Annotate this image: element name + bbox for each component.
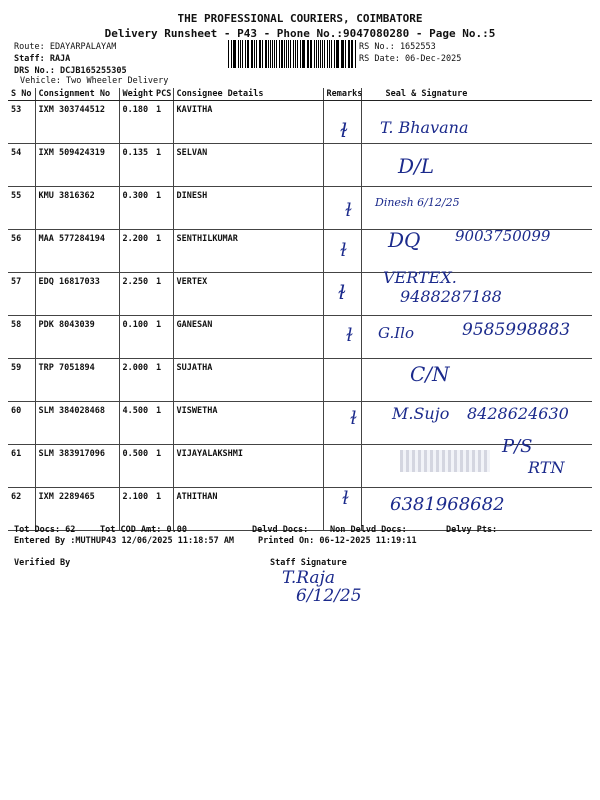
row-consignment: PDK 8043039 xyxy=(35,316,119,359)
row-seal xyxy=(361,144,592,187)
entered-by: Entered By :MUTHUP43 12/06/2025 11:18:57 AM xyxy=(14,536,235,546)
row-pcs: 1 xyxy=(153,445,173,488)
row-pcs: 1 xyxy=(153,144,173,187)
row-pcs: 1 xyxy=(153,273,173,316)
staff-label: Staff: RAJA xyxy=(14,54,71,64)
barcode-bar xyxy=(349,40,350,68)
table-row xyxy=(8,101,592,144)
row-consignee: VIJAYALAKSHMI xyxy=(173,445,323,488)
row-consignment: IXM 509424319 xyxy=(35,144,119,187)
barcode-bar xyxy=(324,40,325,68)
row-weight: 0.135 xyxy=(119,144,153,187)
barcode-bar xyxy=(260,40,261,68)
rs-number: RS No.: 1652553 xyxy=(359,42,436,52)
rs-date: RS Date: 06-Dec-2025 xyxy=(359,54,462,64)
barcode-bar xyxy=(247,40,248,68)
barcode-bar xyxy=(233,40,234,68)
barcode-bar xyxy=(322,40,323,68)
row-weight: 2.100 xyxy=(119,488,153,531)
barcode-bar xyxy=(238,40,239,68)
barcode-bar xyxy=(303,40,304,68)
barcode-bar xyxy=(336,40,337,68)
printed-on: Printed On: 06-12-2025 11:19:11 xyxy=(258,536,417,546)
barcode-bar xyxy=(240,40,241,68)
table-header-row xyxy=(8,88,592,101)
phone-row-58: 9585998883 xyxy=(462,320,571,340)
signature-row-60: M.Sujo xyxy=(392,404,450,423)
phone-row-62: 6381968682 xyxy=(390,494,505,515)
row-sno: 58 xyxy=(8,316,35,359)
row-consignee: SUJATHA xyxy=(173,359,323,402)
row-pcs: 1 xyxy=(153,230,173,273)
barcode-bar xyxy=(302,40,303,68)
barcode-bar xyxy=(286,40,287,68)
route-label: Route: EDAYARPALAYAM xyxy=(14,42,117,52)
runsheet-table xyxy=(8,88,592,531)
signature-row-56: DQ xyxy=(388,228,421,252)
barcode-bar xyxy=(270,40,271,68)
row-sno: 56 xyxy=(8,230,35,273)
table-row xyxy=(8,144,592,187)
table-row xyxy=(8,273,592,316)
barcode-bar xyxy=(310,40,312,68)
barcode-bar xyxy=(228,40,229,68)
drs-number: DRS No.: DCJB165255305 xyxy=(14,66,127,76)
barcode-bar xyxy=(341,40,342,68)
remark-tick: ɫ xyxy=(342,488,349,509)
row-sno: 53 xyxy=(8,101,35,144)
document-subtitle: Delivery Runsheet - P43 - Phone No.:9047080280 - Page No.:5 xyxy=(104,27,496,40)
row-sno: 54 xyxy=(8,144,35,187)
vehicle-label: Vehicle: Two Wheeler Delivery xyxy=(20,76,169,86)
row-sno: 55 xyxy=(8,187,35,230)
row-sno: 62 xyxy=(8,488,35,531)
row-consignee: VERTEX xyxy=(173,273,323,316)
row-remarks xyxy=(323,144,361,187)
barcode-bar xyxy=(268,40,269,68)
barcode-bar xyxy=(297,40,298,68)
barcode-bar xyxy=(290,40,291,68)
col-consignee: Consignee Details xyxy=(173,88,323,101)
barcode-bar xyxy=(259,40,260,68)
row-consignee: ATHITHAN xyxy=(173,488,323,531)
col-pcs: PCS xyxy=(153,88,173,101)
col-consignment: Consignment No xyxy=(35,88,119,101)
row-weight: 2.200 xyxy=(119,230,153,273)
row-sno: 57 xyxy=(8,273,35,316)
row-consignment: IXM 2289465 xyxy=(35,488,119,531)
signature-row-59: C/N xyxy=(410,362,450,386)
barcode xyxy=(228,40,356,68)
phone-row-56: 9003750099 xyxy=(455,227,551,245)
barcode-bar xyxy=(320,40,321,68)
barcode-bar xyxy=(234,40,236,68)
row-remarks xyxy=(323,445,361,488)
barcode-bar xyxy=(265,40,267,68)
barcode-bar xyxy=(279,40,280,68)
col-weight: Weight xyxy=(119,88,153,101)
table-row xyxy=(8,359,592,402)
non-delivered-docs: Non Delvd Docs: xyxy=(330,525,407,535)
row-sno: 59 xyxy=(8,359,35,402)
barcode-bar xyxy=(231,40,232,68)
barcode-bar xyxy=(334,40,335,68)
phone-row-60: 8428624630 xyxy=(467,404,569,423)
row-consignment: EDQ 16817033 xyxy=(35,273,119,316)
barcode-bar xyxy=(307,40,308,68)
barcode-bar xyxy=(355,40,356,68)
barcode-bar xyxy=(281,40,283,68)
row-pcs: 1 xyxy=(153,402,173,445)
col-remarks: Remarks xyxy=(323,88,361,101)
barcode-bar xyxy=(300,40,301,68)
barcode-bar xyxy=(337,40,338,68)
col-seal: Seal & Signature xyxy=(361,88,592,101)
barcode-bar xyxy=(345,40,346,68)
delivered-docs: Delvd Docs: xyxy=(252,525,309,535)
barcode-bar xyxy=(288,40,289,68)
row-pcs: 1 xyxy=(153,316,173,359)
barcode-bar xyxy=(342,40,344,68)
row-weight: 0.180 xyxy=(119,101,153,144)
row-consignment: SLM 383917096 xyxy=(35,445,119,488)
signature-row-61-rtn: RTN xyxy=(528,458,565,477)
col-sno: S No xyxy=(8,88,35,101)
table-row xyxy=(8,187,592,230)
verified-by: Verified By xyxy=(14,558,71,568)
barcode-bar xyxy=(348,40,349,68)
staff-signature: T.Raja xyxy=(282,568,335,588)
total-docs: Tot Docs: 62 xyxy=(14,525,76,535)
row-weight: 4.500 xyxy=(119,402,153,445)
row-consignee: GANESAN xyxy=(173,316,323,359)
row-consignee: KAVITHA xyxy=(173,101,323,144)
barcode-bar xyxy=(308,40,309,68)
row-weight: 0.300 xyxy=(119,187,153,230)
barcode-bar xyxy=(329,40,330,68)
row-pcs: 1 xyxy=(153,359,173,402)
row-sno: 60 xyxy=(8,402,35,445)
row-pcs: 1 xyxy=(153,187,173,230)
row-remarks xyxy=(323,187,361,230)
remark-tick: ɫ xyxy=(350,408,357,429)
signature-row-57: VERTEX. xyxy=(383,268,457,287)
barcode-bar xyxy=(254,40,255,68)
delivery-points: Delvy Pts: xyxy=(446,525,498,535)
document-title: THE PROFESSIONAL COURIERS, COIMBATORE xyxy=(177,12,423,25)
remark-tick: ɫ xyxy=(338,280,346,304)
barcode-bar xyxy=(314,40,315,68)
row-consignment: IXM 303744512 xyxy=(35,101,119,144)
barcode-bar xyxy=(245,40,246,68)
signature-row-58: G.Ilo xyxy=(378,324,414,342)
row-pcs: 1 xyxy=(153,101,173,144)
remark-tick: ɫ xyxy=(345,200,352,221)
row-consignment: MAA 577284194 xyxy=(35,230,119,273)
barcode-bar xyxy=(351,40,352,68)
row-weight: 0.500 xyxy=(119,445,153,488)
signature-row-53: T. Bhavana xyxy=(380,118,469,137)
remark-tick: ɫ xyxy=(340,118,348,142)
barcode-bar xyxy=(293,40,295,68)
barcode-bar xyxy=(274,40,275,68)
row-consignee: VISWETHA xyxy=(173,402,323,445)
barcode-bar xyxy=(248,40,249,68)
staff-signature-label: Staff Signature xyxy=(270,558,347,568)
barcode-bar xyxy=(327,40,329,68)
signature-row-61: P/S xyxy=(502,436,533,457)
row-pcs: 1 xyxy=(153,488,173,531)
barcode-bar xyxy=(272,40,273,68)
barcode-bar xyxy=(331,40,332,68)
barcode-bar xyxy=(318,40,319,68)
row-weight: 0.100 xyxy=(119,316,153,359)
phone-row-57: 9488287188 xyxy=(400,287,502,306)
row-consignment: SLM 384028468 xyxy=(35,402,119,445)
signature-row-54: D/L xyxy=(398,154,435,178)
row-consignee: DINESH xyxy=(173,187,323,230)
remark-tick: ɫ xyxy=(346,325,353,346)
barcode-bar xyxy=(284,40,285,68)
barcode-bar xyxy=(262,40,263,68)
row-seal xyxy=(361,359,592,402)
signature-row-55: Dinesh 6/12/25 xyxy=(375,196,460,209)
row-consignee: SENTHILKUMAR xyxy=(173,230,323,273)
barcode-bar xyxy=(316,40,317,68)
row-sno: 61 xyxy=(8,445,35,488)
barcode-bar xyxy=(276,40,277,68)
row-weight: 2.250 xyxy=(119,273,153,316)
barcode-bar xyxy=(256,40,257,68)
total-cod-amount: Tot COD Amt: 0.00 xyxy=(100,525,187,535)
scribble-row-61 xyxy=(400,450,490,472)
remark-tick: ɫ xyxy=(340,240,347,261)
barcode-bar xyxy=(251,40,253,68)
row-remarks xyxy=(323,316,361,359)
row-consignee: SELVAN xyxy=(173,144,323,187)
row-consignment: TRP 7051894 xyxy=(35,359,119,402)
barcode-bar xyxy=(242,40,243,68)
row-remarks xyxy=(323,359,361,402)
row-consignment: KMU 3816362 xyxy=(35,187,119,230)
row-weight: 2.000 xyxy=(119,359,153,402)
barcode-bar xyxy=(295,40,296,68)
staff-signature-date: 6/12/25 xyxy=(296,586,362,606)
